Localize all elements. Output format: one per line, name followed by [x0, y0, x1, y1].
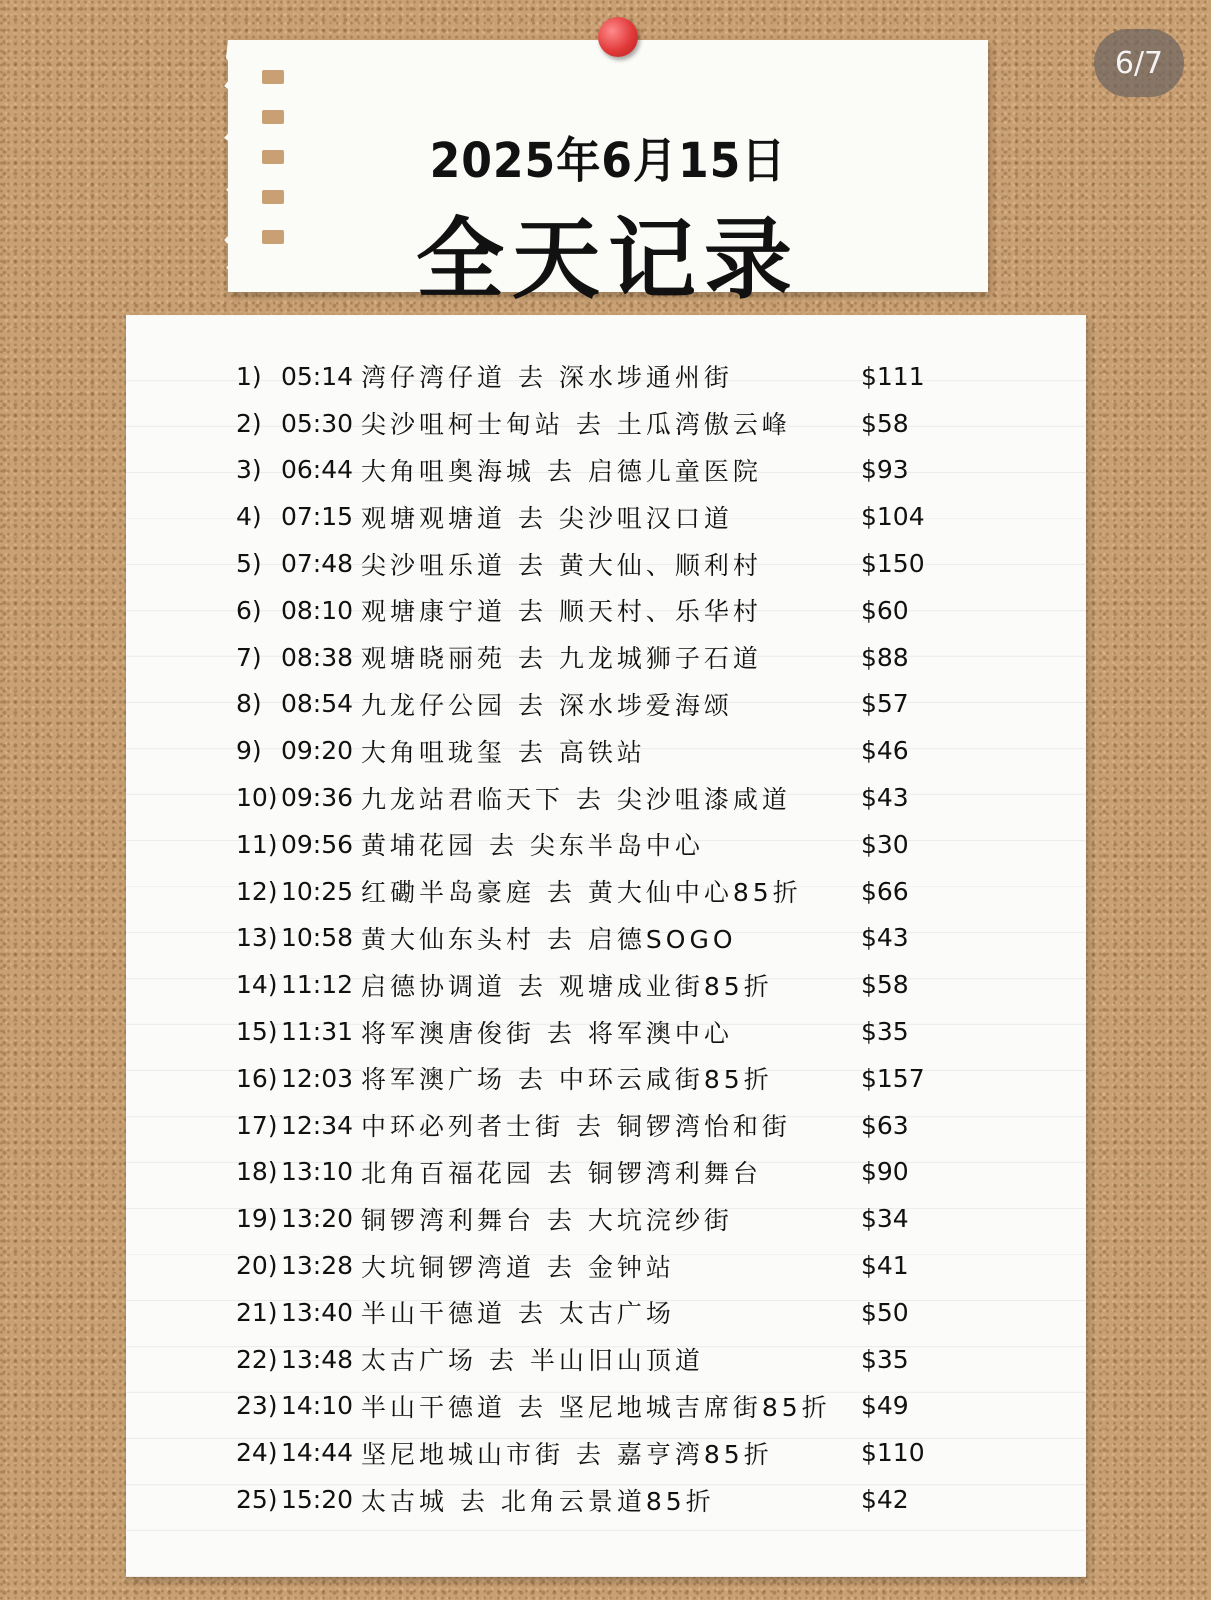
trip-row: [236, 727, 941, 774]
trip-index: 11): [236, 829, 278, 859]
title-date: 2025年6月15日: [429, 133, 787, 189]
trip-price: $49: [861, 1391, 909, 1421]
trip-index: 18): [236, 1157, 278, 1187]
trip-price: $43: [861, 783, 909, 813]
torn-edge-decoration: [218, 40, 248, 292]
trip-route: 黄大仙东头村 去 启德SOGO: [361, 924, 737, 954]
trip-row: [236, 821, 941, 868]
trip-index: 2): [236, 408, 262, 438]
trip-time: 09:56: [281, 829, 354, 859]
trip-time: 10:25: [281, 876, 354, 906]
trip-price: $30: [861, 829, 909, 859]
trip-time: 11:31: [281, 1017, 354, 1047]
trip-time: 12:34: [281, 1110, 354, 1140]
trip-price: $35: [861, 1344, 909, 1374]
trip-time: 10:58: [281, 923, 354, 953]
trip-time: 13:40: [281, 1297, 354, 1327]
trip-row: [236, 1149, 941, 1196]
trip-time: 12:03: [281, 1063, 354, 1093]
trip-index: 4): [236, 502, 262, 532]
trip-price: $88: [861, 642, 909, 672]
trip-time: 14:10: [281, 1391, 354, 1421]
trip-price: $90: [861, 1157, 909, 1187]
trip-route: 将军澳唐俊街 去 将军澳中心: [361, 1018, 733, 1048]
trip-time: 08:10: [281, 595, 354, 625]
trip-price: $111: [861, 361, 925, 391]
trip-row: [236, 1055, 941, 1102]
trip-price: $35: [861, 1017, 909, 1047]
trip-price: $58: [861, 408, 909, 438]
trip-route: 尖沙咀柯士甸站 去 土瓜湾傲云峰: [361, 410, 791, 440]
trip-price: $93: [861, 455, 909, 485]
trip-price: $34: [861, 1204, 909, 1234]
trip-price: $104: [861, 502, 925, 532]
page-title: 全天记录: [415, 208, 800, 311]
trip-route: 尖沙咀乐道 去 黄大仙、顺利村: [361, 550, 762, 580]
trip-row: [236, 1008, 941, 1055]
trip-row: [236, 353, 941, 400]
trip-route: 半山干德道 去 太古广场: [361, 1299, 675, 1329]
trip-price: $50: [861, 1297, 909, 1327]
trip-index: 24): [236, 1438, 278, 1468]
trip-price: $66: [861, 876, 909, 906]
trip-index: 19): [236, 1204, 278, 1234]
trip-list: [236, 353, 941, 1523]
trip-index: 16): [236, 1063, 278, 1093]
trip-row: [236, 868, 941, 915]
trip-price: $41: [861, 1251, 909, 1281]
trip-price: $150: [861, 549, 925, 579]
trip-route: 将军澳广场 去 中环云咸街85折: [361, 1065, 773, 1095]
trip-route: 黄埔花园 去 尖东半岛中心: [361, 831, 704, 861]
trip-row: [236, 681, 941, 728]
trip-route: 九龙站君临天下 去 尖沙咀漆咸道: [361, 784, 791, 814]
trip-index: 10): [236, 783, 278, 813]
trip-index: 25): [236, 1485, 278, 1515]
trip-index: 17): [236, 1110, 278, 1140]
trip-price: $58: [861, 970, 909, 1000]
trip-price: $42: [861, 1485, 909, 1515]
trip-route: 大坑铜锣湾道 去 金钟站: [361, 1252, 675, 1282]
trip-route: 大角咀珑玺 去 高铁站: [361, 737, 646, 767]
trip-row: [236, 961, 941, 1008]
trip-price: $46: [861, 736, 909, 766]
trip-row: [236, 1476, 941, 1523]
trip-index: 7): [236, 642, 262, 672]
trip-price: $157: [861, 1063, 925, 1093]
trip-row: [236, 774, 941, 821]
title-note: [228, 40, 988, 311]
trip-time: 06:44: [281, 455, 354, 485]
trip-route: 太古城 去 北角云景道85折: [361, 1486, 715, 1516]
page-counter-badge: 6/7: [1094, 29, 1184, 97]
trip-row: [236, 493, 941, 540]
trip-index: 9): [236, 736, 262, 766]
trip-time: 13:10: [281, 1157, 354, 1187]
trip-time: 05:30: [281, 408, 354, 438]
trip-time: 09:20: [281, 736, 354, 766]
trip-time: 05:14: [281, 361, 354, 391]
trip-route: 湾仔湾仔道 去 深水埗通州街: [361, 363, 733, 393]
trip-index: 15): [236, 1017, 278, 1047]
trip-index: 3): [236, 455, 262, 485]
trip-list-paper: [126, 315, 1086, 1577]
trip-time: 15:20: [281, 1485, 354, 1515]
notebook-holes: [262, 70, 290, 270]
trip-route: 启德协调道 去 观塘成业街85折: [361, 971, 773, 1001]
trip-price: $63: [861, 1110, 909, 1140]
trip-time: 11:12: [281, 970, 354, 1000]
trip-index: 8): [236, 689, 262, 719]
trip-row: [236, 1289, 941, 1336]
trip-time: 07:15: [281, 502, 354, 532]
trip-route: 坚尼地城山市街 去 嘉亨湾85折: [361, 1439, 773, 1469]
trip-index: 23): [236, 1391, 278, 1421]
trip-time: 09:36: [281, 783, 354, 813]
pushpin-icon: [598, 17, 638, 57]
trip-row: [236, 1383, 941, 1430]
trip-route: 太古广场 去 半山旧山顶道: [361, 1346, 704, 1376]
trip-time: 08:38: [281, 642, 354, 672]
trip-row: [236, 915, 941, 962]
trip-route: 九龙仔公园 去 深水埗爱海颂: [361, 690, 733, 720]
trip-route: 大角咀奥海城 去 启德儿童医院: [361, 456, 762, 486]
trip-route: 半山干德道 去 坚尼地城吉席街85折: [361, 1392, 831, 1422]
trip-time: 13:28: [281, 1251, 354, 1281]
trip-index: 5): [236, 549, 262, 579]
trip-row: [236, 587, 941, 634]
trip-index: 6): [236, 595, 262, 625]
trip-index: 14): [236, 970, 278, 1000]
trip-price: $43: [861, 923, 909, 953]
trip-row: [236, 400, 941, 447]
trip-time: 07:48: [281, 549, 354, 579]
trip-row: [236, 1242, 941, 1289]
trip-index: 22): [236, 1344, 278, 1374]
trip-row: [236, 1429, 941, 1476]
trip-row: [236, 1336, 941, 1383]
trip-route: 铜锣湾利舞台 去 大坑浣纱街: [361, 1205, 733, 1235]
trip-row: [236, 540, 941, 587]
trip-price: $60: [861, 595, 909, 625]
trip-route: 红磡半岛豪庭 去 黄大仙中心85折: [361, 878, 802, 908]
trip-time: 14:44: [281, 1438, 354, 1468]
trip-index: 20): [236, 1251, 278, 1281]
trip-price: $57: [861, 689, 909, 719]
trip-route: 观塘康宁道 去 顺天村、乐华村: [361, 597, 762, 627]
trip-index: 1): [236, 361, 262, 391]
trip-time: 08:54: [281, 689, 354, 719]
trip-route: 北角百福花园 去 铜锣湾利舞台: [361, 1158, 762, 1188]
trip-row: [236, 1102, 941, 1149]
trip-price: $110: [861, 1438, 925, 1468]
trip-time: 13:20: [281, 1204, 354, 1234]
trip-row: [236, 447, 941, 494]
trip-index: 13): [236, 923, 278, 953]
trip-index: 12): [236, 876, 278, 906]
trip-row: [236, 634, 941, 681]
trip-route: 中环必列者士街 去 铜锣湾怡和街: [361, 1112, 791, 1142]
trip-route: 观塘晓丽苑 去 九龙城狮子石道: [361, 644, 762, 674]
trip-row: [236, 1195, 941, 1242]
trip-route: 观塘观塘道 去 尖沙咀汉口道: [361, 503, 733, 533]
trip-time: 13:48: [281, 1344, 354, 1374]
trip-index: 21): [236, 1297, 278, 1327]
